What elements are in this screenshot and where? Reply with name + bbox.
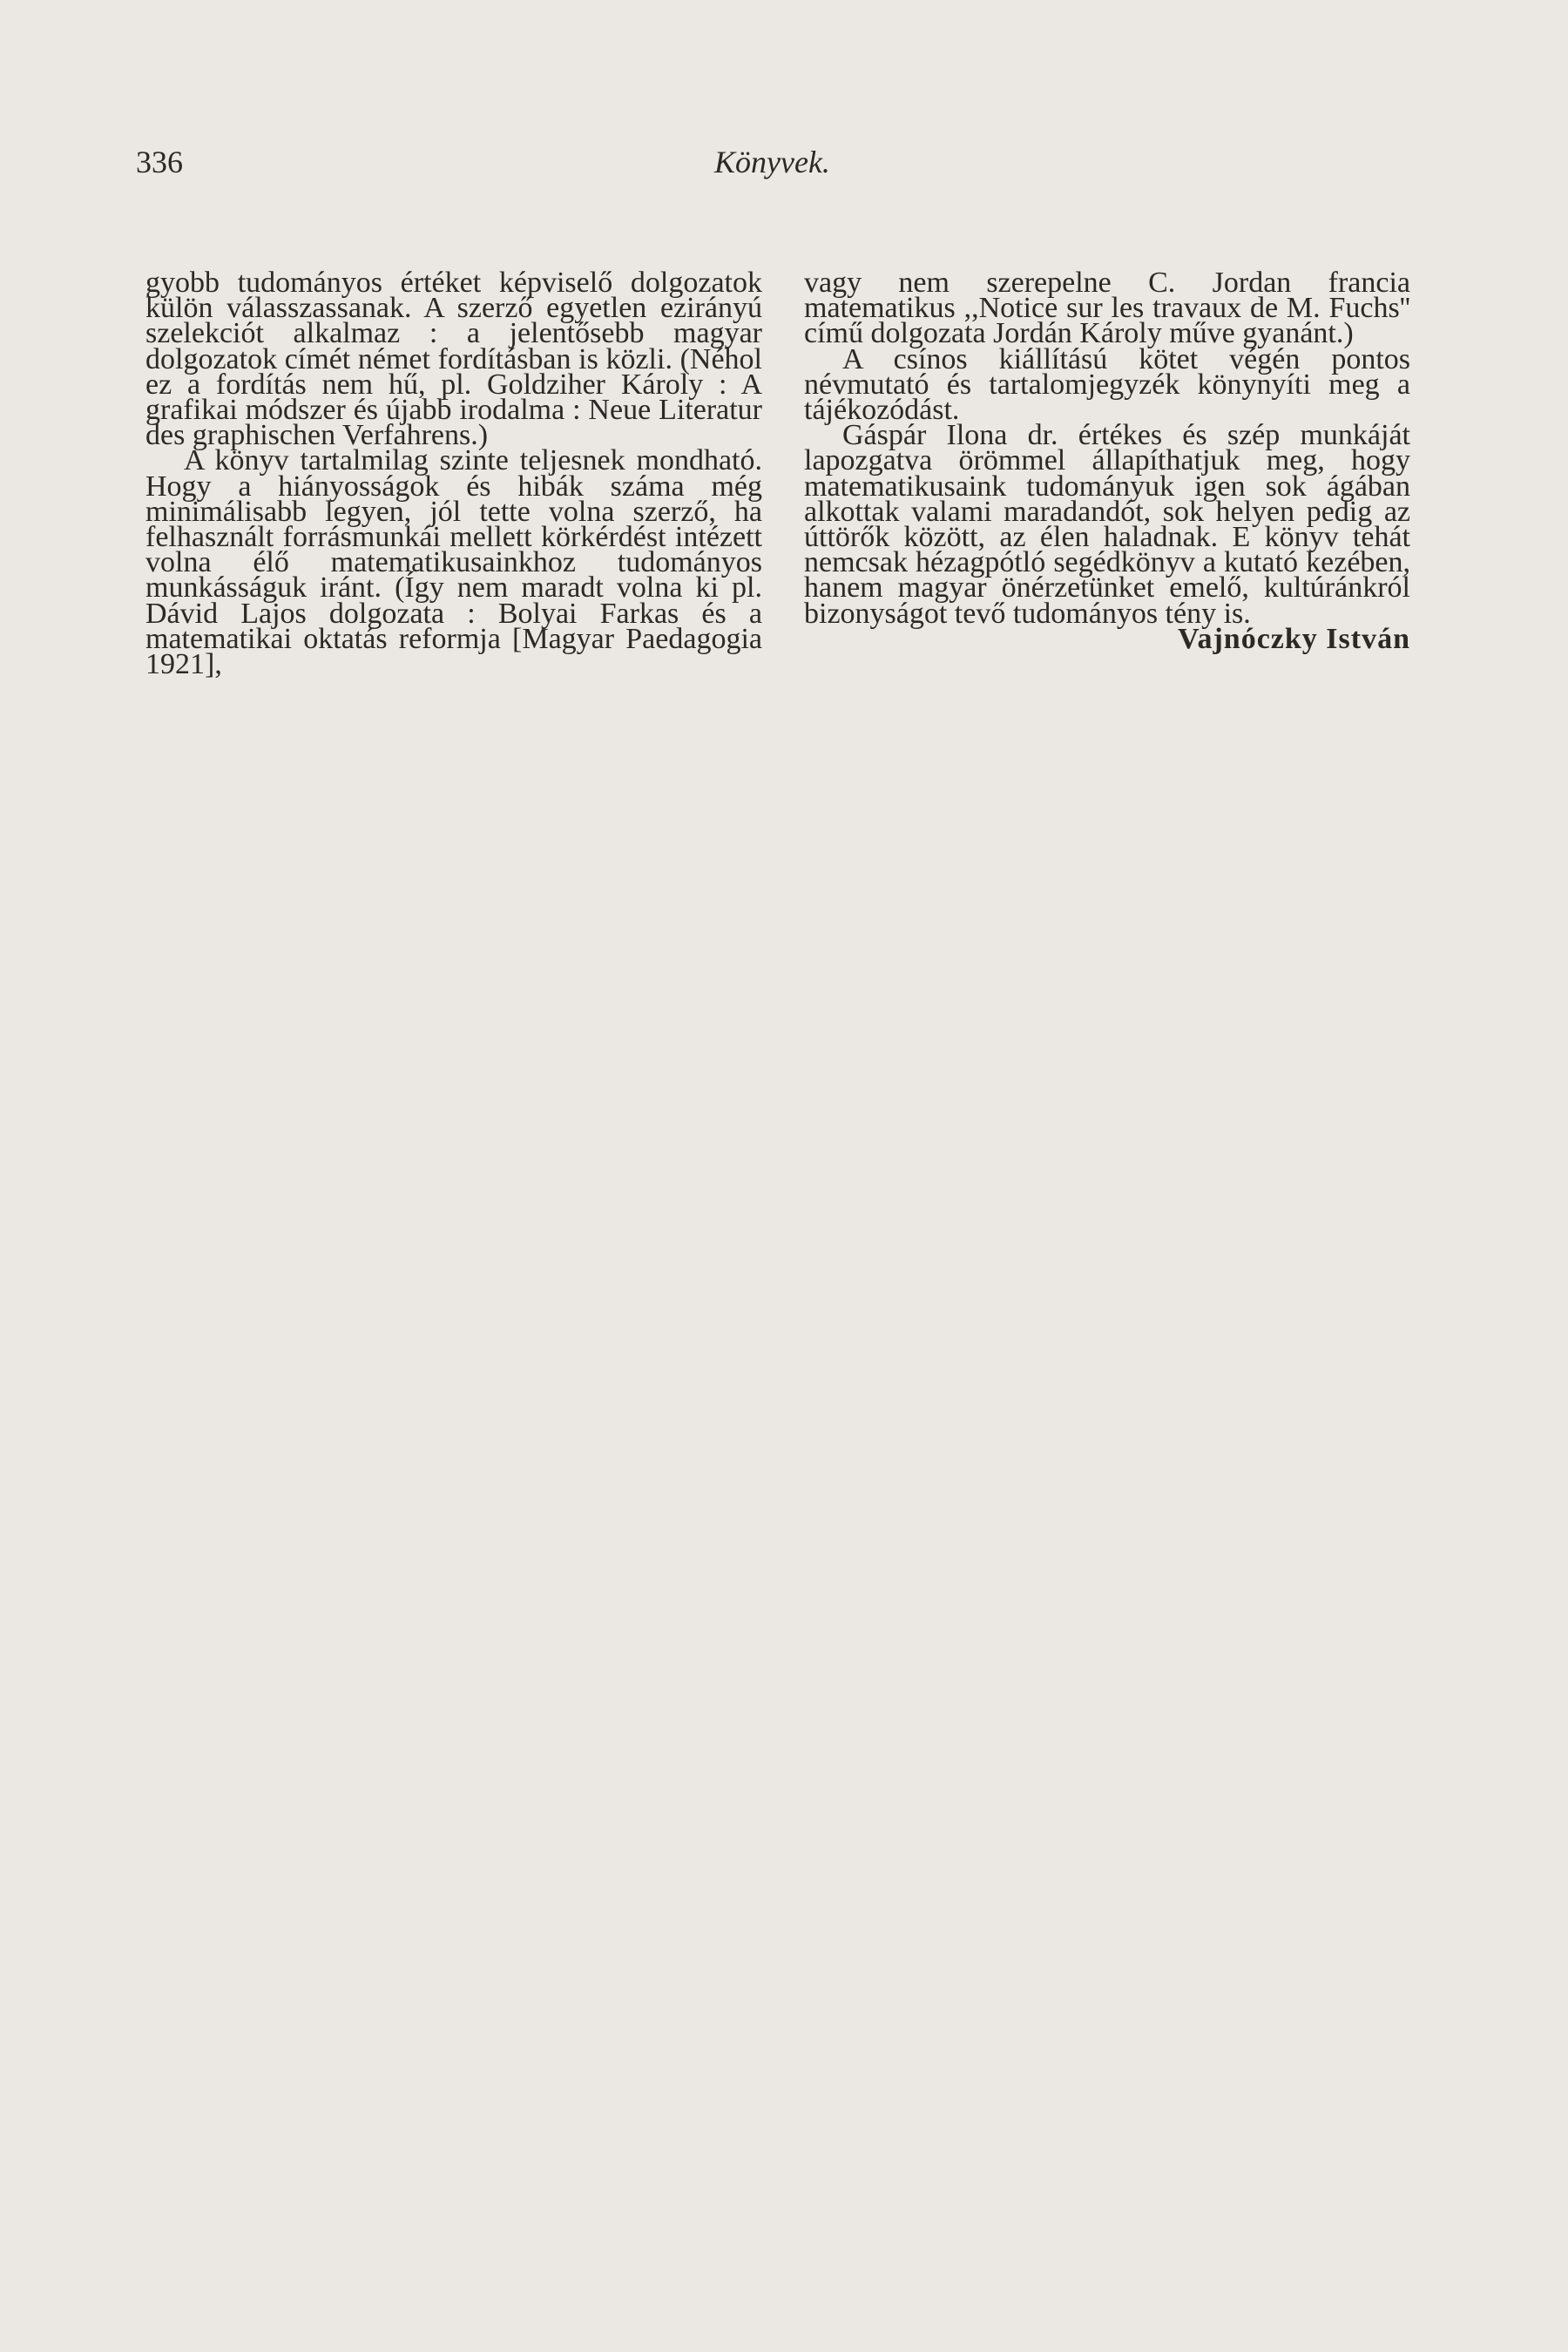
left-paragraph-2: A könyv tartalmilag szinte teljesnek mondható. Hogy a hiányosságok és hibák száma még minimálisabb legyen, jól tette volna szerző, ha felhasznált forrásmunkái mellett körkérdést intézett volna élő matematikusainkhoz tudományos munkásságuk iránt. (Így nem maradt volna ki pl. Dávid Lajos dolgozata : Bolyai Farkas és a matematikai oktatás reformja [Magyar Paedagogia 1921], bbox=[145, 444, 762, 681]
left-paragraph-1: gyobb tudományos értéket képviselő dolgozatok külön válasszassanak. A szerző egyetlen ezirányú szelekciót alkalmaz : a jelentősebb magyar dolgozatok címét német fordításban is közli. (Néhol ez a fordítás nem hű, pl. Goldziher Károly : A grafikai módszer és újabb irodalma : Neue Literatur des graphischen Verfahrens.) bbox=[145, 267, 762, 452]
right-paragraph-3: Gáspár Ilona dr. értékes és szép munkáját lapozgatva örömmel állapíthatjuk meg, hogy matematikusaink tudományuk igen sok ágában alkottak valami maradandót, sok helyen pedig az úttörők között, az élen haladnak. E könyv tehát nemcsak hézagpótló segédkönyv a kutató kezében, hanem magyar önérzetünket emelő, kultúránkról bizonyságot tevő tudományos tény is. bbox=[804, 419, 1410, 630]
right-paragraph-1: vagy nem szerepelne C. Jordan francia matematikus ,,Notice sur les travaux de M. Fuchs'' című dolgozata Jordán Károly műve gyanánt.) bbox=[804, 267, 1410, 350]
running-title: Könyvek. bbox=[714, 145, 830, 179]
left-column bbox=[145, 267, 762, 681]
right-column bbox=[804, 267, 1410, 655]
page-number: 336 bbox=[136, 145, 183, 179]
author-signature: Vajnóczky István bbox=[1178, 622, 1410, 655]
right-paragraph-2: A csínos kiállítású kötet végén pontos névmutató és tartalomjegyzék könynyíti meg a tájékozódást. bbox=[804, 342, 1410, 427]
